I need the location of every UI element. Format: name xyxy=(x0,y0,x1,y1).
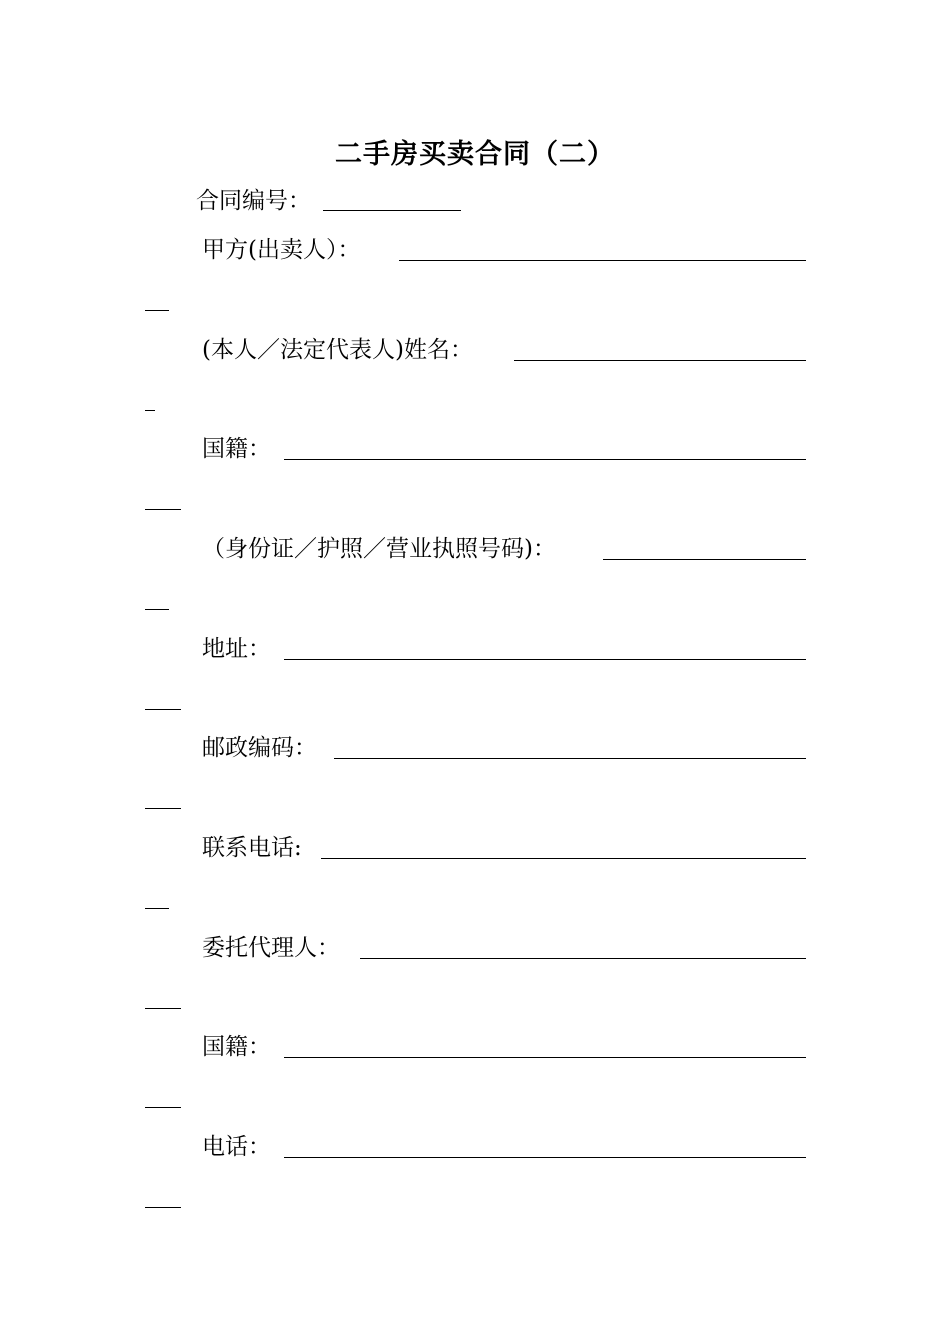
postal-code-blank-continuation xyxy=(145,808,181,809)
postal-code-label: 邮政编码： xyxy=(202,735,317,761)
id-number-blank-continuation xyxy=(145,609,169,610)
postal-code-blank[interactable] xyxy=(334,758,806,759)
name-blank[interactable] xyxy=(514,360,806,361)
agent-nationality-blank-continuation xyxy=(145,1107,181,1108)
phone-blank-continuation xyxy=(145,908,169,909)
address-blank-continuation xyxy=(145,709,181,710)
nationality-blank[interactable] xyxy=(284,459,806,460)
contract-no-label: 合同编号： xyxy=(196,188,311,214)
nationality-blank-continuation xyxy=(145,509,181,510)
document-title: 二手房买卖合同（二） xyxy=(335,139,615,170)
agent-blank[interactable] xyxy=(360,958,806,959)
name-label: (本人／法定代表人)姓名： xyxy=(202,337,473,363)
party-a-blank[interactable] xyxy=(399,260,806,261)
address-blank[interactable] xyxy=(284,659,806,660)
name-blank-continuation xyxy=(145,410,155,411)
agent-phone-blank[interactable] xyxy=(284,1157,806,1158)
party-a-label: 甲方(出卖人）： xyxy=(202,237,361,263)
agent-phone-label: 电话： xyxy=(202,1134,271,1160)
phone-blank[interactable] xyxy=(321,858,806,859)
address-label: 地址： xyxy=(202,636,271,662)
phone-label: 联系电话: xyxy=(202,835,302,861)
agent-phone-blank-continuation xyxy=(145,1207,181,1208)
nationality-label: 国籍： xyxy=(202,436,271,462)
agent-nationality-label: 国籍： xyxy=(202,1034,271,1060)
id-number-label: （身份证／护照／营业执照号码)： xyxy=(202,536,556,562)
agent-label: 委托代理人： xyxy=(202,935,340,961)
contract-no-blank[interactable] xyxy=(323,210,461,211)
agent-nationality-blank[interactable] xyxy=(284,1057,806,1058)
agent-blank-continuation xyxy=(145,1008,181,1009)
party-a-blank-continuation xyxy=(145,310,169,311)
id-number-blank[interactable] xyxy=(603,559,806,560)
